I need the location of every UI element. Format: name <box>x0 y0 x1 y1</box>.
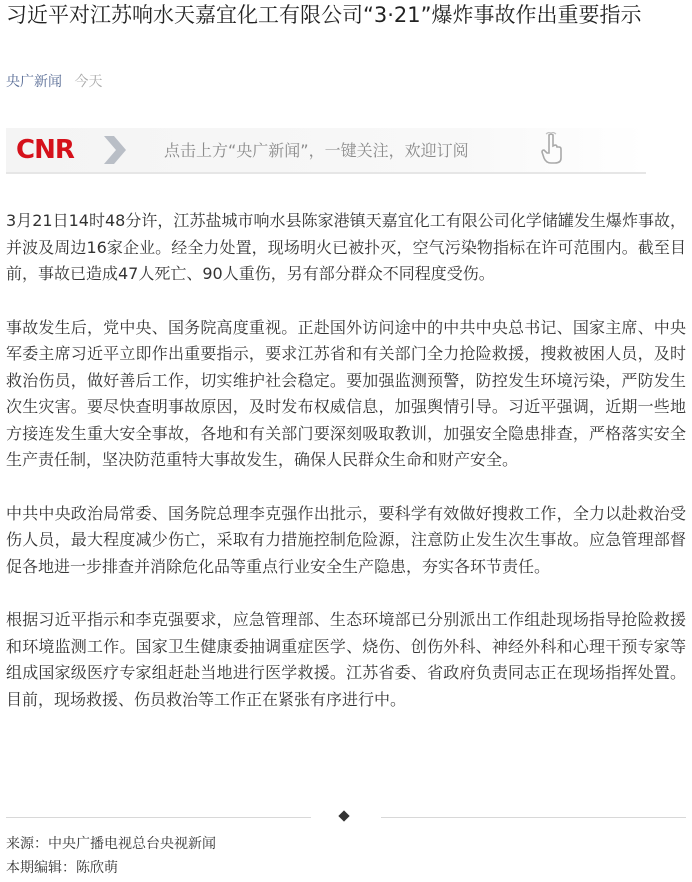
publish-date: 今天 <box>74 74 103 90</box>
diamond-icon <box>338 810 349 821</box>
article-body <box>6 208 686 740</box>
cnr-logo: CNR <box>16 135 74 165</box>
hand-pointer-icon <box>540 132 564 170</box>
paragraph: 根据习近平指示和李克强要求，应急管理部、生态环境部已分别派出工作组赴现场指导抢险救援和环境监测工作。国家卫生健康委抽调重症医学、烧伤、创伤外科、神经外科和心理干预专家等组成国家级医疗专家组赶赴当地进行医学救援。江苏省委、省政府负责同志正在现场指挥处置。目前，现场救援、伤员救治等工作正在紧张有序进行中。 <box>6 610 686 709</box>
account-name-link[interactable]: 央广新闻 <box>6 74 62 90</box>
paragraph: 事故发生后，党中央、国务院高度重视。正赴国外访问途中的中共中央总书记、国家主席、中央军委主席习近平立即作出重要指示，要求江苏省和有关部门全力抢险救援，搜救被困人员，及时救治伤员，做好善后工作，切实维护社会稳定。要加强监测预警，防控发生环境污染，严防发生次生灾害。要尽快查明事故原因，及时发布权威信息，加强舆情引导。习近平强调，近期一些地方接连发生重大安全事故，各地和有关部门要深刻吸取教训，加强安全隐患排查，严格落实安全生产责任制，坚决防范重特大事故发生，确保人民群众生命和财产安全。 <box>6 317 686 469</box>
source-credit: 来源：中央广播电视总台央视新闻 <box>6 836 216 852</box>
paragraph: 3月21日14时48分许，江苏盐城市响水县陈家港镇天嘉宜化工有限公司化学储罐发生爆炸事故，并波及周边16家企业。经全力处置，现场明火已被扑灭，空气污染物指标在许可范围内。截至目前，事故已造成47人死亡、90人重伤，另有部分群众不同程度受伤。 <box>6 211 686 283</box>
follow-prompt-text: 点击上方“央广新闻”，一键关注，欢迎订阅 <box>164 141 469 160</box>
article-meta <box>6 72 102 92</box>
article-title: 习近平对江苏响水天嘉宜化工有限公司“3·21”爆炸事故作出重要指示 <box>6 3 642 27</box>
editor-credit: 本期编辑：陈欣萌 <box>6 860 118 876</box>
section-divider <box>6 812 686 824</box>
divider-line-right <box>381 817 686 818</box>
article-footer <box>6 832 686 880</box>
paragraph: 中共中央政治局常委、国务院总理李克强作出批示，要科学有效做好搜救工作，全力以赴救治受伤人员，最大程度减少伤亡，采取有力措施控制危险源，注意防止发生次生事故。应急管理部督促各地进一步排查并消除危化品等重点行业安全生产隐患，夯实各环节责任。 <box>6 503 686 576</box>
follow-banner[interactable] <box>6 128 646 174</box>
divider-line-left <box>6 817 311 818</box>
